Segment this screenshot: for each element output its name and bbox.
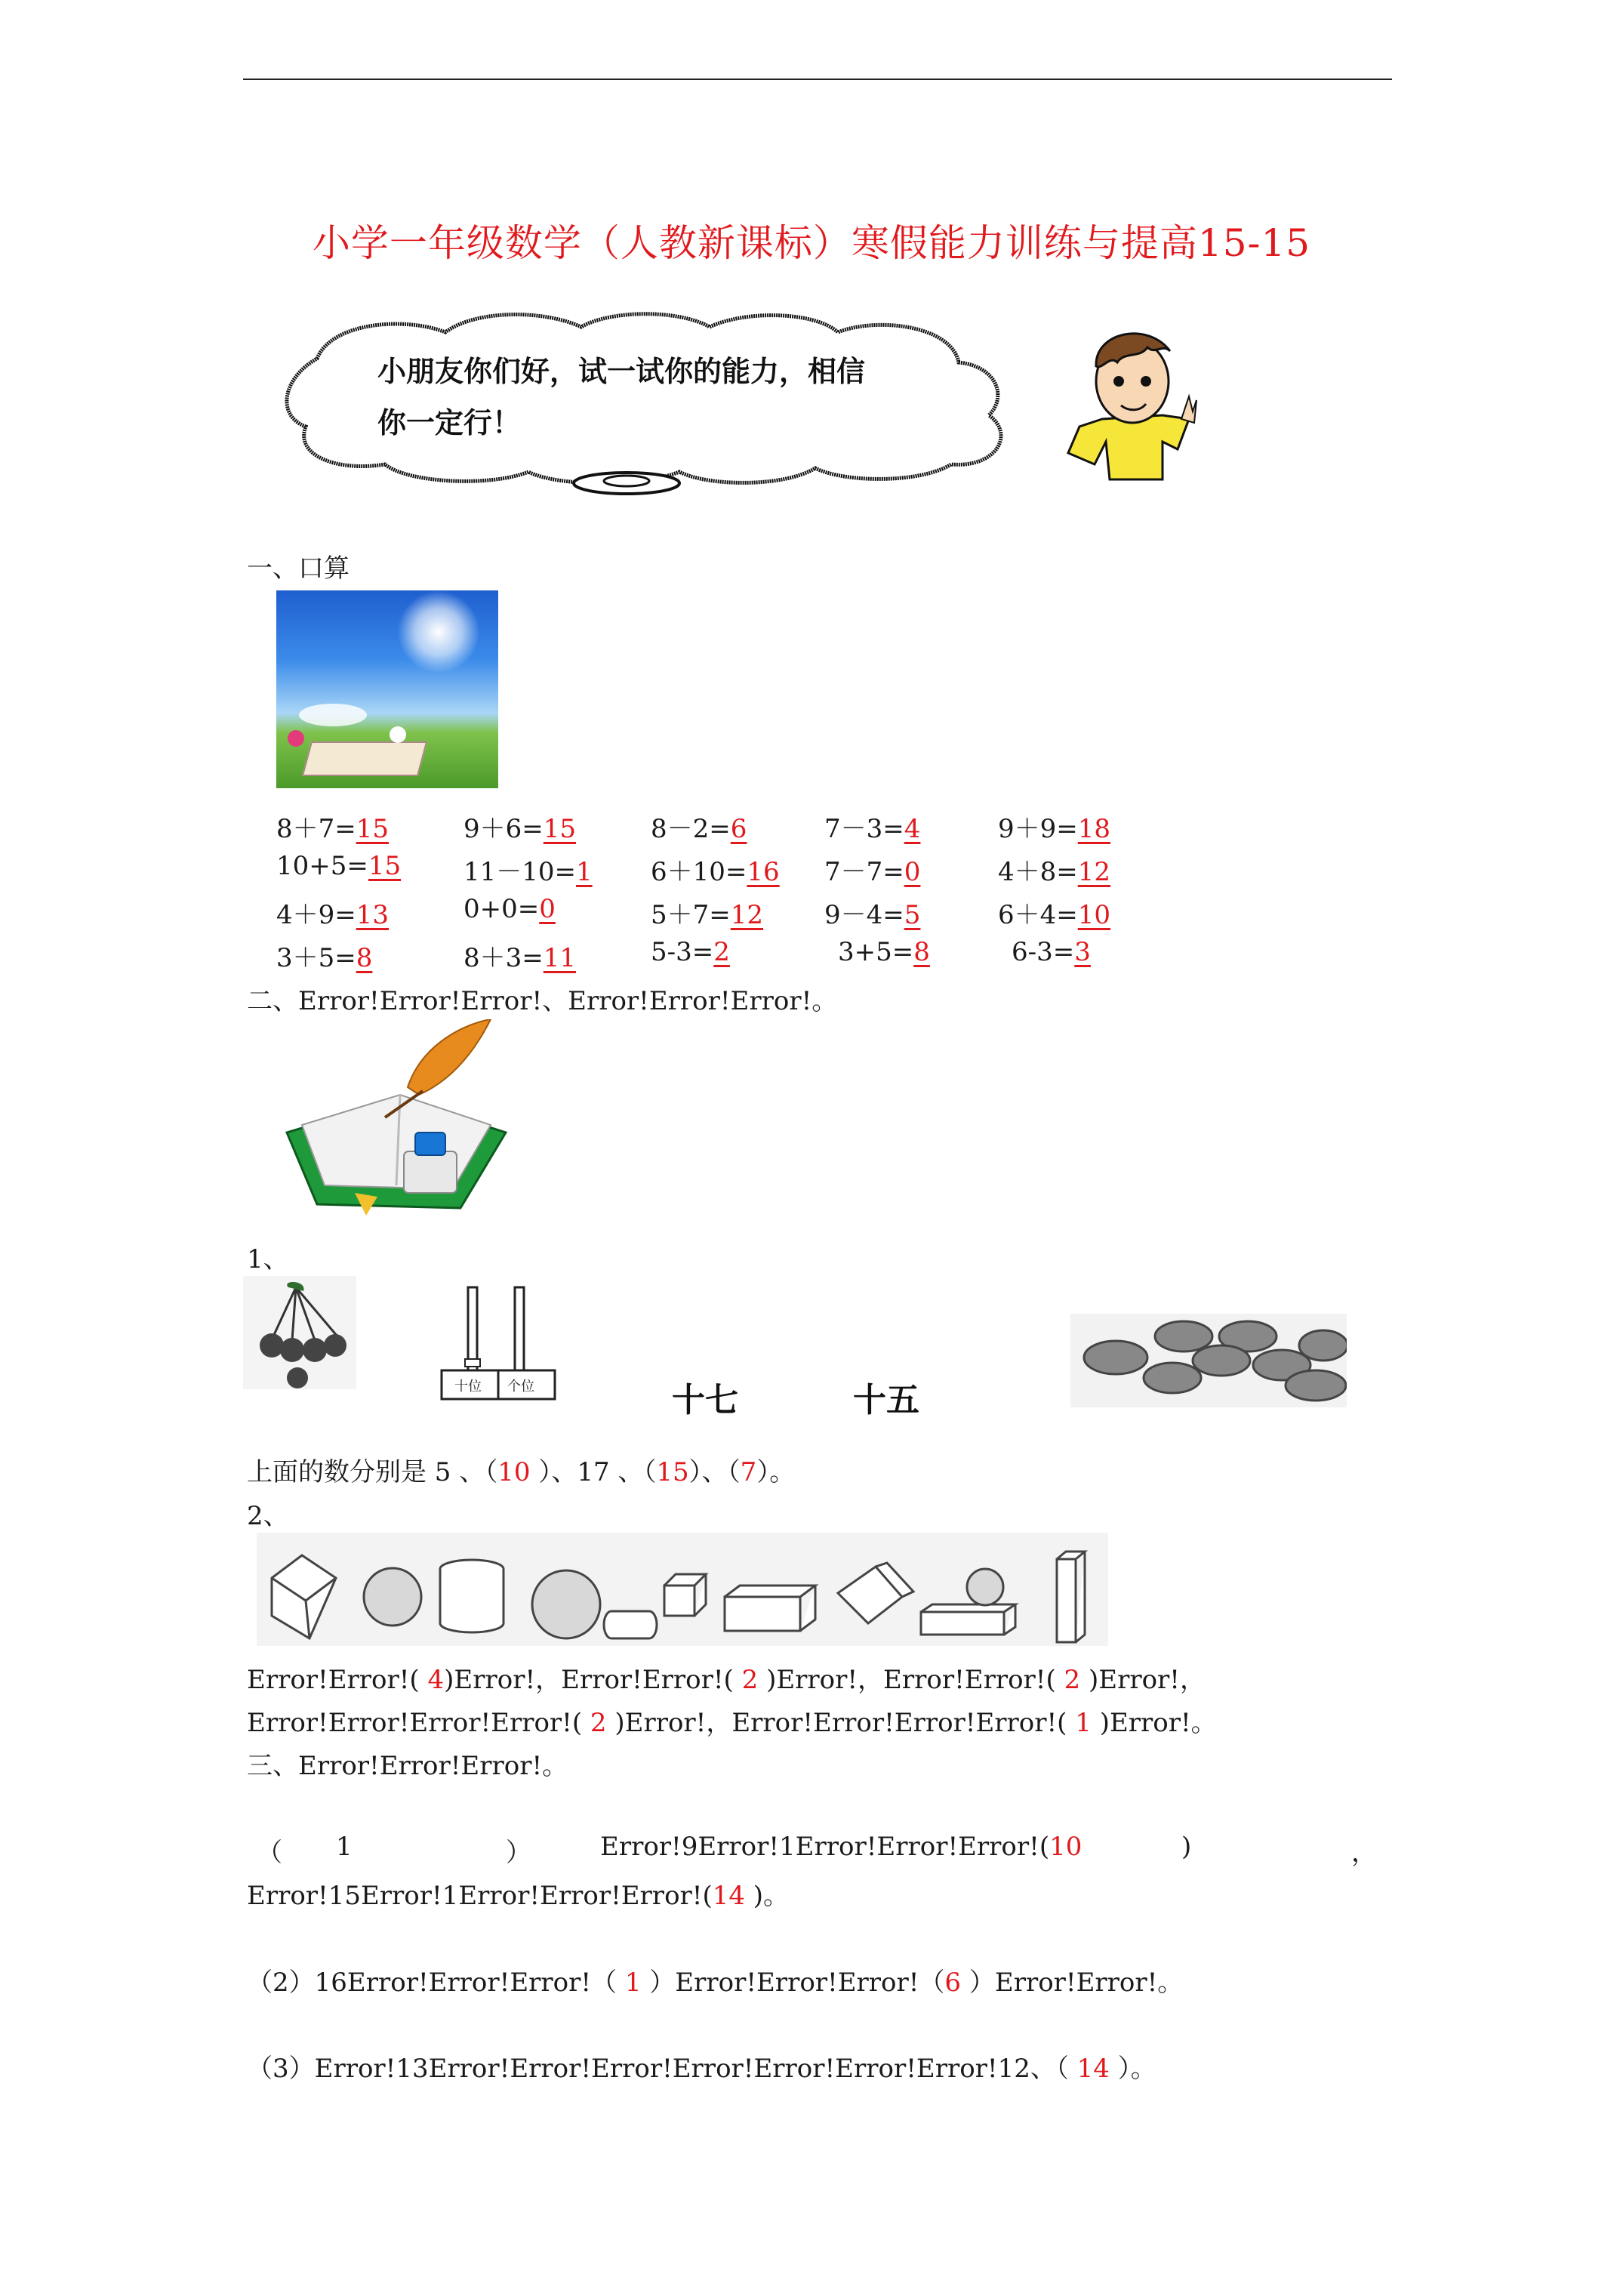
q2-text: )Error!，Error!Error!(	[766, 1665, 1056, 1695]
calc-item	[276, 851, 401, 881]
q2-text: Error!Error!Error!Error!(	[247, 1708, 583, 1738]
calc-item	[276, 937, 372, 974]
q2-line2	[247, 1702, 1217, 1739]
thought-bubble	[272, 306, 1027, 502]
s3-p2	[247, 1962, 1183, 1999]
calc-answer: 0	[539, 894, 556, 924]
q1-text: ）、17 、（	[530, 1457, 657, 1487]
q1-label: 1、	[247, 1244, 289, 1274]
calc-answer: 5	[904, 900, 921, 930]
q2-answer: 2	[733, 1665, 767, 1695]
calc-item	[998, 894, 1110, 931]
calc-question: 11－10=	[463, 857, 577, 887]
calc-answer: 8	[356, 943, 373, 973]
q1-answer: 15	[656, 1457, 689, 1487]
calc-answer: 12	[1077, 857, 1111, 887]
s3-p1-line2	[247, 1875, 789, 1912]
s3-text: Error!9Error!1Error!Error!Error!(	[600, 1832, 1050, 1862]
abacus-ones-label: 个位	[507, 1379, 534, 1395]
calc-answer: 12	[730, 900, 764, 930]
s3-p1-open: （	[257, 1838, 282, 1868]
calc-question: 7－3=	[824, 814, 904, 844]
calc-item	[463, 808, 576, 845]
calc-question: 3+5=	[838, 937, 914, 967]
s3-p1-close2: )	[1181, 1832, 1192, 1862]
q1-text: ）。	[756, 1457, 796, 1487]
s3-text: Error!15Error!1Error!Error!Error!(	[247, 1881, 713, 1911]
s3-text: （3）Error!13Error!Error!Error!Error!Error!Error!Error!12、（	[247, 2054, 1069, 2084]
calc-answer: 18	[1077, 814, 1111, 844]
calc-item	[998, 851, 1110, 888]
s3-text: )。	[744, 1881, 790, 1911]
calc-answer: 16	[747, 857, 780, 887]
calc-item	[824, 851, 920, 888]
abacus-picture	[438, 1284, 559, 1404]
q2-answer: 1	[1067, 1708, 1100, 1738]
s3-answer: 1	[617, 1968, 650, 1998]
s3-text: ）Error!Error!Error!（	[649, 1968, 945, 1998]
calc-item	[651, 937, 730, 967]
q1-answer: 10	[497, 1457, 531, 1487]
q1-text: 上面的数分别是 5 、（	[247, 1457, 498, 1487]
calc-item	[276, 894, 389, 931]
calc-item	[651, 851, 780, 888]
calc-answer: 10	[1077, 900, 1111, 930]
calc-item	[463, 894, 556, 924]
calc-item	[1012, 937, 1091, 967]
calc-answer: 11	[543, 943, 577, 973]
big-number-15: 十五	[853, 1381, 919, 1419]
s3-answer: 6	[944, 1968, 969, 1998]
q2-text: )Error!，	[1088, 1665, 1206, 1695]
solid-shapes-picture	[257, 1533, 1108, 1646]
calc-item	[651, 808, 747, 845]
calc-question: 9＋6=	[463, 814, 544, 844]
calc-question: 3＋5=	[276, 943, 356, 973]
q2-answer: 2	[582, 1708, 615, 1738]
calc-item	[838, 937, 930, 967]
dumplings-picture	[1070, 1314, 1347, 1407]
s3-answer: 14	[1068, 2054, 1118, 2084]
s3-p1-line1	[600, 1832, 1082, 1862]
calc-answer: 0	[904, 857, 921, 887]
calc-question: 6-3=	[1012, 937, 1075, 967]
calc-question: 6＋4=	[998, 900, 1078, 930]
bubble-line1: 小朋友你们好，试一试你的能力，相信	[377, 355, 866, 388]
s3-p1-close: ）	[506, 1838, 531, 1868]
s3-answer: 14	[712, 1881, 745, 1911]
q2-text: )Error!，Error!Error!Error!Error!(	[614, 1708, 1067, 1738]
calc-question: 5＋7=	[651, 900, 731, 930]
section1-heading: 一、口算	[247, 553, 350, 584]
book-quill-picture	[272, 1019, 513, 1223]
calc-question: 8＋7=	[276, 814, 356, 844]
big-number-17: 十七	[672, 1381, 738, 1419]
calc-item	[998, 808, 1110, 845]
q2-label: 2、	[247, 1501, 289, 1531]
calc-question: 4＋9=	[276, 900, 356, 930]
calc-question: 7－7=	[824, 857, 904, 887]
calc-answer: 8	[913, 937, 930, 967]
header-rule	[243, 79, 1392, 80]
q1-answer-line	[247, 1451, 795, 1488]
calc-answer: 1	[576, 857, 593, 887]
sky-book-picture	[276, 590, 498, 788]
boy-illustration	[1049, 321, 1200, 483]
s3-p1-num: 1	[336, 1832, 353, 1862]
s3-text: ）Error!Error!。	[969, 1968, 1184, 1998]
s3-answer: 10	[1049, 1832, 1083, 1862]
calc-answer: 15	[356, 814, 390, 844]
s3-p1-comma: ，	[1351, 1838, 1377, 1868]
calc-item	[463, 937, 576, 974]
calc-item	[651, 894, 763, 931]
calc-question: 5-3=	[651, 937, 714, 967]
calc-question: 9－4=	[824, 900, 904, 930]
section2-heading: 二、Error!Error!Error!、Error!Error!Error!。	[247, 986, 838, 1016]
s3-text: （2）16Error!Error!Error!（	[247, 1968, 617, 1998]
calc-answer: 6	[730, 814, 747, 844]
calc-question: 6＋10=	[651, 857, 747, 887]
q2-answer: 2	[1055, 1665, 1089, 1695]
calc-question: 9＋9=	[998, 814, 1078, 844]
calc-answer: 4	[904, 814, 921, 844]
calc-item	[276, 808, 389, 845]
q1-answer: 7	[740, 1457, 757, 1487]
q2-answer: 4	[419, 1665, 445, 1695]
calc-question: 8＋3=	[463, 943, 544, 973]
abacus-tens-label: 十位	[454, 1379, 482, 1395]
page-title: 小学一年级数学（人教新课标）寒假能力训练与提高15-15	[312, 221, 1311, 265]
calc-item	[463, 851, 593, 888]
q2-text: Error!Error!(	[247, 1665, 420, 1695]
section3-heading: 三、Error!Error!Error!。	[247, 1751, 568, 1781]
calc-answer: 15	[543, 814, 577, 844]
calc-answer: 13	[356, 900, 390, 930]
calc-question: 0+0=	[463, 894, 540, 924]
calc-item	[824, 894, 920, 931]
calc-answer: 2	[713, 937, 730, 967]
q2-text: )Error!，Error!Error!(	[444, 1665, 734, 1695]
q1-text: ）、（	[688, 1457, 741, 1487]
q2-line1	[247, 1659, 1206, 1696]
s3-text: ）。	[1117, 2054, 1156, 2084]
q2-text: )Error!。	[1099, 1708, 1217, 1738]
calc-item	[824, 808, 920, 845]
cherries-picture	[243, 1276, 356, 1389]
calc-answer: 15	[368, 851, 402, 881]
calc-question: 8－2=	[651, 814, 731, 844]
s3-p3	[247, 2048, 1156, 2085]
calc-question: 10+5=	[276, 851, 368, 881]
calc-answer: 3	[1074, 937, 1091, 967]
calc-question: 4＋8=	[998, 857, 1078, 887]
bubble-line2: 你一定行！	[377, 406, 522, 439]
